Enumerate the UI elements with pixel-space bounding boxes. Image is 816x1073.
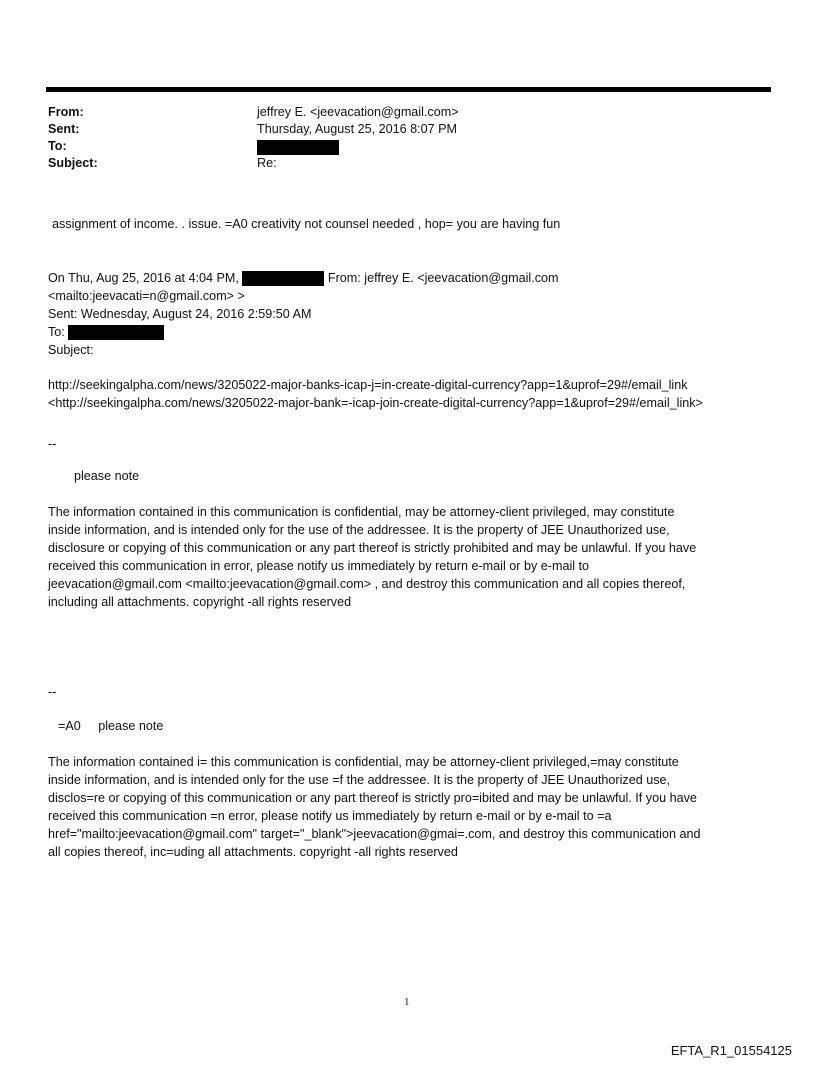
redaction xyxy=(257,140,339,155)
note-heading: please note xyxy=(74,469,140,483)
document-page: From: jeffrey E. <jeevacation@gmail.com> Sent: Thursday, August 25, 2016 8:07 PM To: Subject: Re: assignment of income. . issue. =A0 creativity not counsel needed , hop= you are having fun On Thu, Aug 25, 2016 at 4:04 PM, From: jeffrey E. <jeevacation@gmail.com <mailto:jeevacati=n@gmail.com> > Sent: Wednesday, August 24, 2016 2:59:50 AM To: Subject: http://seekingalpha.com/news/3205022-major-banks-icap-j=in-create-digital-currency?app=1&uprof=29#/email_link <http://seekingalpha.com/news/3205022-major-bank=-icap-join-create-digital-currency?app=1&uprof=29#/email_link> -- please note The information contained in this communication is confidential, may be attorney-client privileged, may constitute inside information, and is intended only for the use of the addressee. It is the property of JEE Unauthorized use, disclosure or copying of this communication or any part thereof is strictly prohibited and may be unlawful. If you have received this communication in error, please notify us immediately by return e-mail or by e-mail to jeevacation@gmail.com <mailto:jeevacation@gmail.com> , and destroy this communication and all copies thereof, including all attachments. copyright -all rights reserved -- =A0 please note The information contained i= this communication is confidential, may be attorney-client privileged,=may constitute inside information, and is intended only for the use =f the addressee. It is the property of JEE Unauthorized use, disclos=re or copying of this communication or any part thereof is strictly pro=ibited and may be unlawful. If you have received this communication =n error, please notify us immediately by return e-mail or by e-mail to =a href="mailto:jeevacation@gmail.com" target="_blank">jeevacation@gmai=.com, and destroy this communication and all copies thereof, inc=uding all attachments. copyright -all rights reserved 1 EFTA_R1_01554125 xyxy=(0,0,816,1073)
links xyxy=(48,376,778,412)
header-rule xyxy=(46,87,771,92)
separator: -- xyxy=(48,437,57,451)
disclaimer-2: The information contained i= this communication is confidential, may be attorney-client privileged,=may constitute inside information, and is intended only for the use =f the addressee. It is the property of JEE Unauthorized use, disclos=re or copying of this communication or any part thereof is strictly pro=ibited and may be unlawful. If you have received this communication =n error, please notify us immediately by return e-mail or by e-mail to =a href="mailto:jeevacation@gmail.com" target="_blank">jeevacation@gmai=.com, and destroy this communication and all copies thereof, inc=uding all attachments. copyright -all rights reserved xyxy=(48,755,701,859)
note-heading: =A0 please note xyxy=(58,719,164,733)
link[interactable]: http://seekingalpha.com/news/3205022-major-banks-icap-j=in-create-digital-currency?app=1&uprof=29#/email_link xyxy=(48,378,688,392)
link[interactable]: <http://seekingalpha.com/news/3205022-major-bank=-icap-join-create-digital-currency?app=1&uprof=29#/email_link> xyxy=(48,396,703,410)
separator: -- xyxy=(48,685,57,699)
document-id: EFTA_R1_01554125 xyxy=(670,1043,792,1058)
disclaimer-1: The information contained in this communication is confidential, may be attorney-client privileged, may constitute inside information, and is intended only for the use of the addressee. It is the property of JEE Unauthorized use, disclosure or copying of this communication or any part thereof is strictly prohibited and may be unlawful. If you have received this communication in error, please notify us immediately by return e-mail or by e-mail to jeevacation@gmail.com <mailto:jeevacation@gmail.com> , and destroy this communication and all copies thereof, including all attachments. copyright -all rights reserved xyxy=(48,505,697,609)
quoted-header: On Thu, Aug 25, 2016 at 4:04 PM, From: jeffrey E. <jeevacation@gmail.com <mailto:jeevacati=n@gmail.com> > Sent: Wednesday, August 24, 2016 2:59:50 AM To: Subject: xyxy=(48,271,559,357)
redaction xyxy=(242,271,324,286)
redaction xyxy=(68,325,164,340)
reply-text: assignment of income. . issue. =A0 creativity not counsel needed , hop= you are having fun xyxy=(52,217,561,231)
page-number: 1 xyxy=(404,996,410,1008)
